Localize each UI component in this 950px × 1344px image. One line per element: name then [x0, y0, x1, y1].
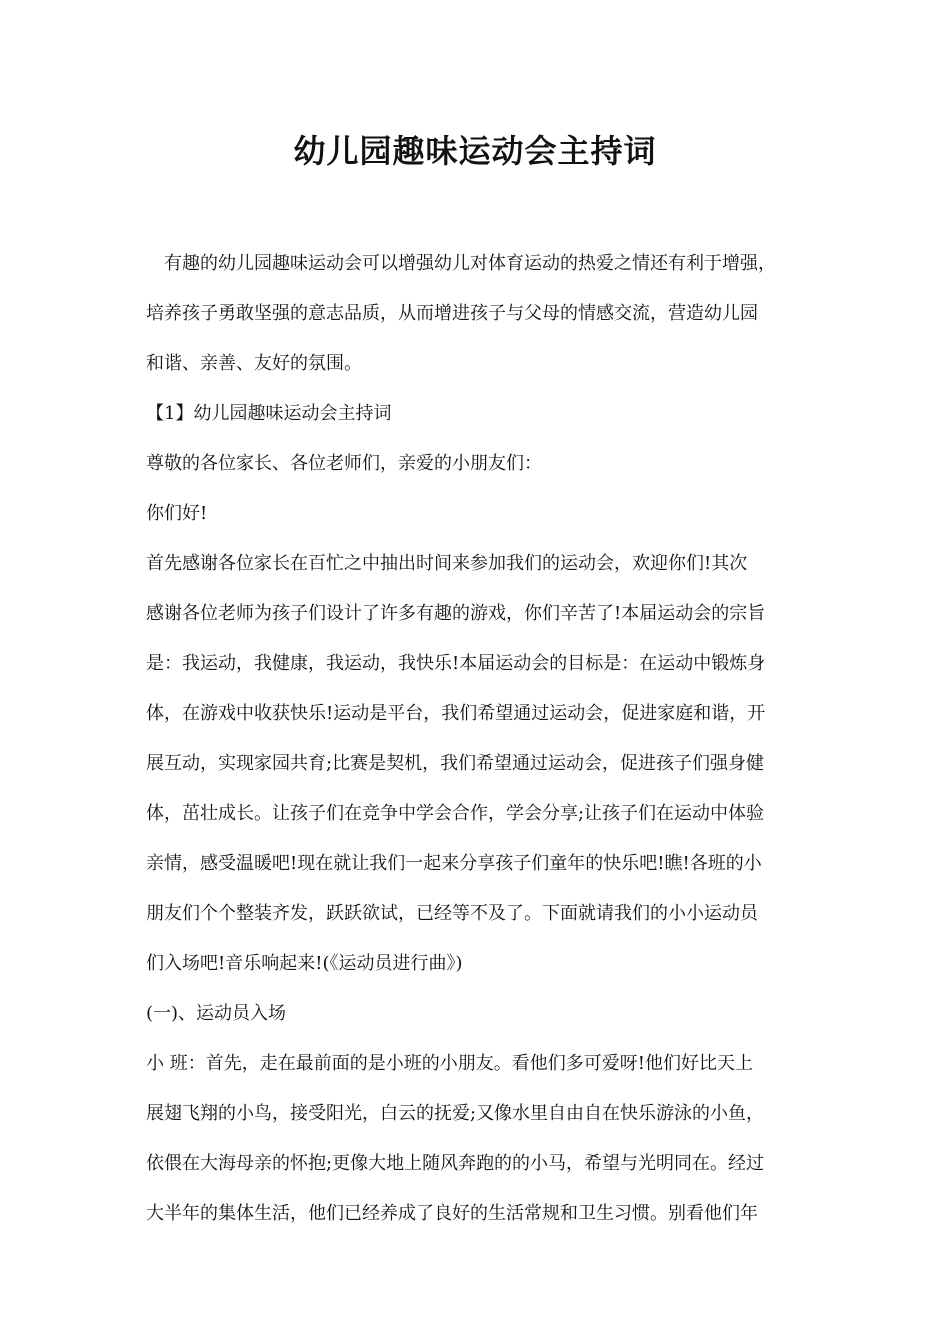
body-line: 感谢各位老师为孩子们设计了许多有趣的游戏，你们辛苦了!本届运动会的宗旨	[146, 603, 766, 624]
body-line: 展翅飞翔的小鸟，接受阳光，白云的抚爱;又像水里自由自在快乐游泳的小鱼，	[146, 1103, 765, 1124]
body-line: 培养孩子勇敢坚强的意志品质，从而增进孩子与父母的情感交流，营造幼儿园	[146, 303, 758, 324]
body-line: 体，在游戏中收获快乐!运动是平台，我们希望通过运动会，促进家庭和谐，开	[146, 703, 766, 724]
body-line: 首先感谢各位家长在百忙之中抽出时间来参加我们的运动会，欢迎你们!其次	[146, 553, 748, 574]
page-title: 幼儿园趣味运动会主持词	[293, 132, 657, 170]
body-line: 展互动，实现家园共育;比赛是契机，我们希望通过运动会，促进孩子们强身健	[146, 753, 765, 774]
body-line: 有趣的幼儿园趣味运动会可以增强幼儿对体育运动的热爱之情还有利于增强，	[146, 253, 776, 274]
body-line: 亲情，感受温暖吧!现在就让我们一起来分享孩子们童年的快乐吧!瞧!各班的小	[146, 853, 762, 874]
body-line: 朋友们个个整装齐发，跃跃欲试，已经等不及了。下面就请我们的小小运动员	[146, 903, 758, 924]
body-line: 是：我运动，我健康，我运动，我快乐!本届运动会的目标是：在运动中锻炼身	[146, 653, 766, 674]
section-heading: (一)、运动员入场	[146, 1003, 287, 1024]
body-line: 和谐、亲善、友好的氛围。	[146, 353, 362, 374]
body-line: 大半年的集体生活，他们已经养成了良好的生活常规和卫生习惯。别看他们年	[146, 1203, 758, 1224]
body-line: 体，茁壮成长。让孩子们在竞争中学会合作，学会分享;让孩子们在运动中体验	[146, 803, 765, 824]
section-heading: 【1】幼儿园趣味运动会主持词	[146, 403, 392, 424]
body-line: 尊敬的各位家长、各位老师们，亲爱的小朋友们：	[146, 453, 542, 474]
body-line: 们入场吧!音乐响起来!(《运动员进行曲》)	[146, 953, 463, 974]
body-line: 小 班：首先，走在最前面的是小班的小朋友。看他们多可爱呀!他们好比天上	[146, 1053, 753, 1074]
body-line: 依偎在大海母亲的怀抱;更像大地上随风奔跑的的小马，希望与光明同在。经过	[146, 1153, 765, 1174]
body-line: 你们好!	[146, 503, 208, 524]
